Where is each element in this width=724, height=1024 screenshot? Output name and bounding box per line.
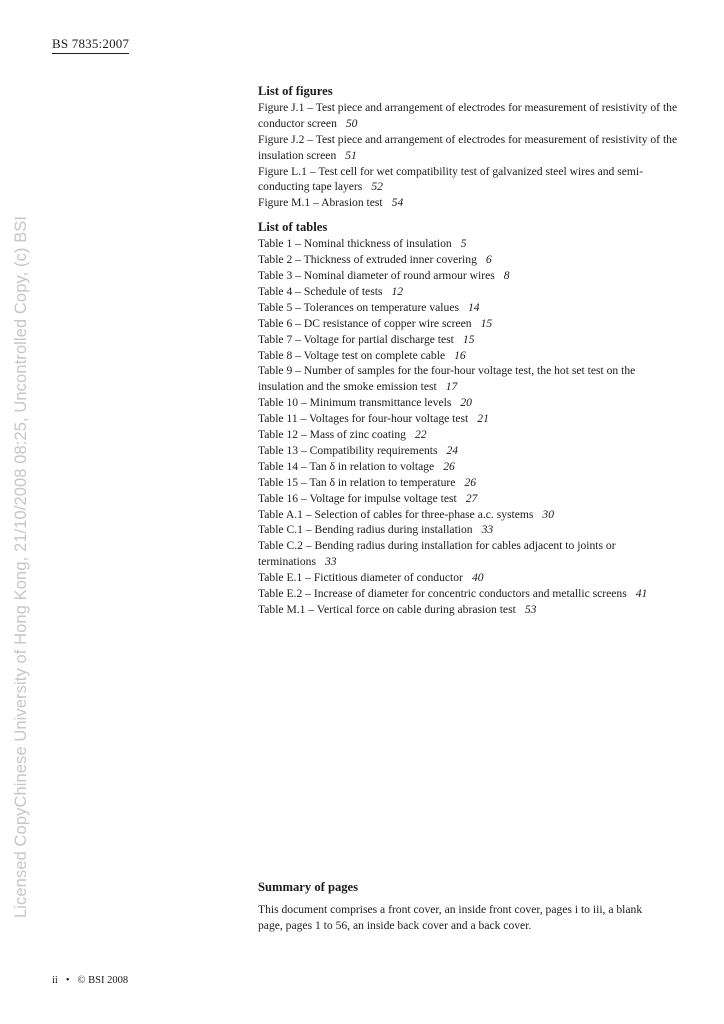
figure-page-number: 50 [345,116,358,130]
table-entry-text: Table 8 – Voltage test on complete cable [258,348,446,362]
table-entry-text: Table M.1 – Vertical force on cable during abrasion test [258,603,516,616]
page-number: ii [52,975,58,986]
table-page-number: 33 [324,555,337,569]
table-page-number: 12 [391,284,404,298]
table-entry-text: Table 12 – Mass of zinc coating [258,428,406,442]
list-item [258,195,678,211]
watermark-text: Licensed CopyChinese University of Hong Kong, 21/10/2008 08:25, Uncontrolled Copy, (c) BSI [12,215,30,918]
table-entry-text: Table 3 – Nominal diameter of round armour wires [258,268,495,282]
list-item [258,586,678,602]
list-item [258,332,678,348]
table-page-number: 30 [542,507,555,521]
contents-lists [258,84,678,618]
list-item [258,100,678,132]
figure-page-number: 51 [345,148,357,162]
table-page-number: 24 [446,443,459,457]
table-entry-text: Table C.2 – Bending radius during installation for cables adjacent to joints or terminations [258,539,616,569]
table-page-number: 26 [464,475,477,489]
table-page-number: 53 [524,603,537,616]
table-page-number: 15 [462,332,475,346]
list-item [258,300,678,316]
table-page-number: 17 [445,380,458,394]
table-entry-text: Table 13 – Compatibility requirements [258,443,438,457]
list-of-tables-heading: List of tables [258,220,328,235]
table-page-number: 6 [485,253,492,267]
table-page-number: 5 [460,237,467,251]
table-page-number: 16 [454,348,466,362]
table-page-number: 27 [465,491,478,505]
table-entry-text: Table 6 – DC resistance of copper wire screen [258,316,472,330]
table-entry-text: Table E.1 – Fictitious diameter of conductor [258,571,463,585]
table-page-number: 26 [443,459,455,473]
list-item [258,602,678,618]
table-page-number: 22 [414,428,427,442]
list-item [258,316,678,332]
figures-list [258,100,678,211]
list-item [258,427,678,443]
table-entry-text: Table 14 – Tan δ in relation to voltage [258,459,435,473]
summary-body: This document comprises a front cover, an inside front cover, pages i to iii, a blank page, pages 1 to 56, an inside back cover and a back cover. [258,902,643,932]
figure-page-number: 52 [371,180,383,194]
table-page-number: 33 [481,523,494,537]
table-entry-text: Table 7 – Voltage for partial discharge test [258,332,454,346]
list-item [258,284,678,300]
table-entry-text: Table 15 – Tan δ in relation to temperature [258,475,456,489]
list-item [258,164,678,196]
summary-heading: Summary of pages [258,880,359,894]
table-entry-text: Table 9 – Number of samples for the four-hour voltage test, the hot set test on the insulation and the smoke emission test [258,364,636,394]
table-page-number: 8 [503,268,510,282]
list-item [258,507,678,523]
table-entry-text: Table 11 – Voltages for four-hour voltage test [258,412,469,426]
page-footer [52,975,128,986]
table-page-number: 20 [460,396,472,410]
table-page-number: 21 [477,412,489,426]
list-item [258,538,678,570]
table-entry-text: Table 10 – Minimum transmittance levels [258,396,452,410]
list-of-figures-heading: List of figures [258,84,333,98]
table-entry-text: Table 1 – Nominal thickness of insulation [258,237,452,251]
section-gap [258,211,678,220]
table-page-number: 40 [471,571,484,585]
table-entry-text: Table 16 – Voltage for impulse voltage test [258,491,457,505]
table-page-number: 41 [635,587,648,601]
list-item [258,443,678,459]
table-page-number: 14 [467,300,480,314]
list-item [258,475,678,491]
footer-separator: • [65,975,70,986]
list-item [258,348,678,364]
table-page-number: 15 [480,316,493,330]
standard-reference: BS 7835:2007 [52,36,129,54]
table-entry-text: Table 4 – Schedule of tests [258,284,383,298]
figure-entry-text: Figure L.1 – Test cell for wet compatibility test of galvanized steel wires and semi-conducting tape layers [258,164,644,194]
summary-of-pages [258,880,658,934]
table-entry-text: Table C.1 – Bending radius during installation [258,523,473,537]
list-item [258,491,678,507]
copyright-notice: © BSI 2008 [77,975,129,986]
tables-list [258,236,678,618]
list-item [258,363,678,395]
list-item [258,570,678,586]
table-entry-text: Table 2 – Thickness of extruded inner covering [258,253,477,267]
figure-entry-text: Figure J.2 – Test piece and arrangement of electrodes for measurement of resistivity of the insulation screen [258,132,678,162]
list-item [258,252,678,268]
figure-entry-text: Figure M.1 – Abrasion test [258,196,383,210]
table-entry-text: Table A.1 – Selection of cables for three-phase a.c. systems [258,507,534,521]
list-item [258,522,678,538]
list-item [258,236,678,252]
figure-page-number: 54 [391,196,404,210]
table-entry-text: Table 5 – Tolerances on temperature values [258,300,459,314]
table-entry-text: Table E.2 – Increase of diameter for concentric conductors and metallic screens [258,587,627,601]
list-item [258,459,678,475]
list-item [258,411,678,427]
list-item [258,132,678,164]
figure-entry-text: Figure J.1 – Test piece and arrangement of electrodes for measurement of resistivity of the conductor screen [258,100,678,130]
list-item [258,268,678,284]
list-item [258,395,678,411]
